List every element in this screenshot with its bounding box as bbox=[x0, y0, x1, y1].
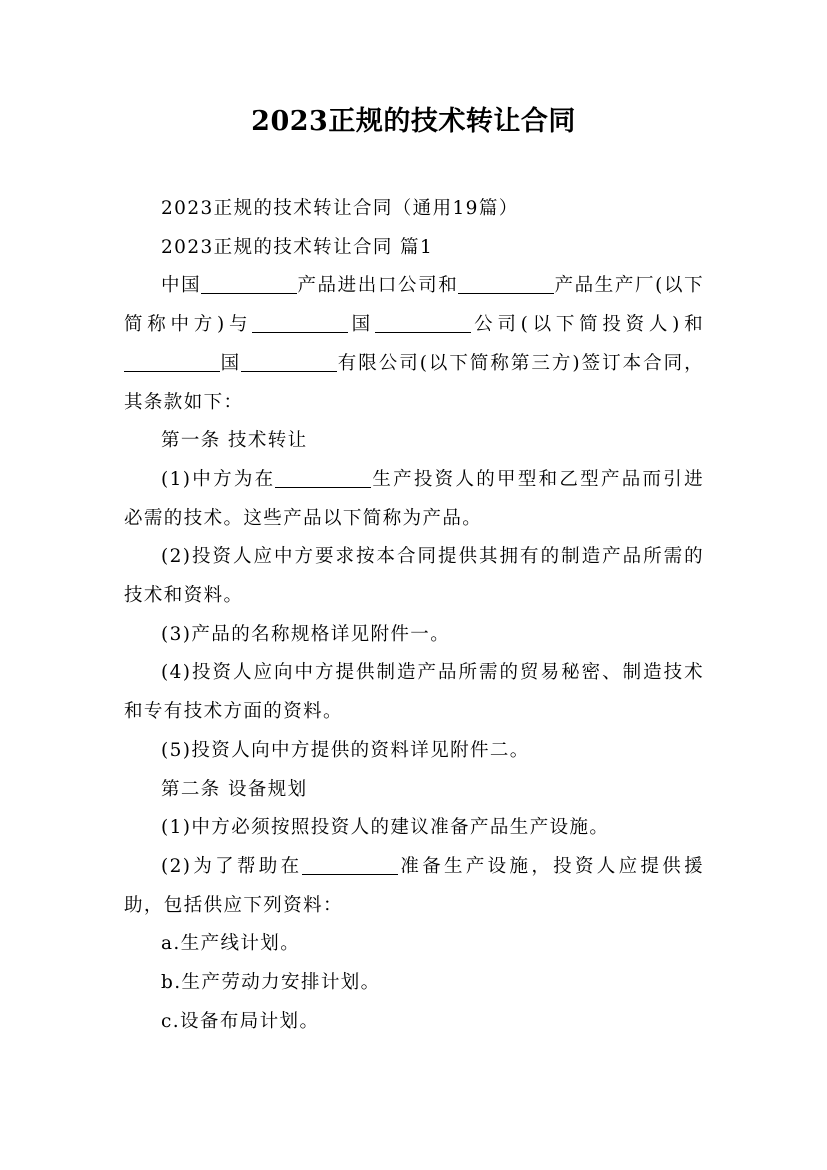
blank-line bbox=[302, 853, 398, 874]
blank-line bbox=[124, 350, 220, 371]
article1-heading: 第一条 技术转让 bbox=[161, 430, 308, 452]
intro-text-5: 公司(以下简投资人)和 bbox=[470, 314, 704, 336]
blank-line bbox=[458, 273, 554, 294]
intro-text-7: 有限公司(以下简称第三方)签订本合同，其条款如下： bbox=[124, 352, 704, 413]
article2-item-b: b.生产劳动力安排计划。 bbox=[161, 972, 381, 994]
document-title: 2023正规的技术转让合同 bbox=[251, 106, 576, 137]
article1-item5: (5)投资人向中方提供的资料详见附件二。 bbox=[161, 739, 530, 761]
intro-paragraph bbox=[124, 267, 704, 422]
blank-line bbox=[275, 466, 371, 487]
blank-line bbox=[375, 312, 471, 333]
blank-line bbox=[201, 273, 297, 294]
article1-item1 bbox=[124, 461, 704, 538]
intro-text-1: 中国 bbox=[161, 275, 202, 297]
article2-item2 bbox=[124, 848, 704, 925]
article2-item2-text-a: (2)为了帮助在 bbox=[161, 855, 303, 877]
article1-item3: (3)产品的名称规格详见附件一。 bbox=[161, 623, 451, 645]
document-body bbox=[124, 190, 704, 1041]
article2-item1: (1)中方必须按照投资人的建议准备产品生产设施。 bbox=[161, 817, 610, 839]
article2-item-a: a.生产线计划。 bbox=[161, 933, 301, 955]
section-heading: 2023正规的技术转让合同 篇1 bbox=[161, 236, 434, 258]
article1-item2: (2)投资人应中方要求按本合同提供其拥有的制造产品所需的技术和资料。 bbox=[124, 546, 704, 607]
intro-text-2: 产品进出口公司和 bbox=[297, 275, 459, 297]
intro-text-6: 国 bbox=[220, 352, 242, 374]
article1-item1-text-b: 生产投资人的甲型和乙型产品而引进必需的技术。这些产品以下简称为产品。 bbox=[124, 468, 704, 529]
article1-item4: (4)投资人应向中方提供制造产品所需的贸易秘密、制造技术和专有技术方面的资料。 bbox=[124, 662, 704, 723]
article2-heading: 第二条 设备规划 bbox=[161, 778, 308, 800]
subtitle: 2023正规的技术转让合同（通用19篇） bbox=[161, 198, 519, 219]
article2-item-c: c.设备布局计划。 bbox=[161, 1010, 320, 1032]
blank-line bbox=[252, 312, 348, 333]
article1-item1-text-a: (1)中方为在 bbox=[161, 468, 276, 490]
article2-item2-text-b: 准备生产设施，投资人应提供援助，包括供应下列资料： bbox=[124, 855, 704, 916]
intro-text-4: 国 bbox=[348, 314, 375, 336]
blank-line bbox=[241, 350, 337, 371]
intro-text-3: 产品生产厂(以下简称中方)与 bbox=[124, 275, 704, 336]
